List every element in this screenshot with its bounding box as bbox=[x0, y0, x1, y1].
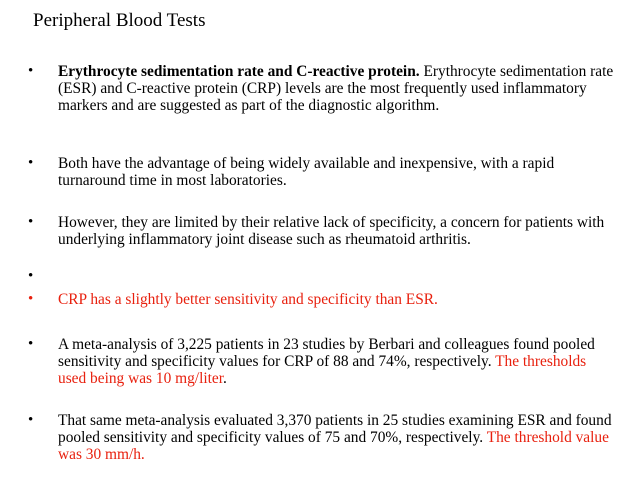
bullet-icon: • bbox=[28, 63, 34, 79]
slide-title: Peripheral Blood Tests bbox=[33, 10, 206, 31]
bullet-text: CRP has a slightly better sensitivity and specificity than ESR. bbox=[58, 291, 438, 308]
bullet-text: Both have the advantage of being widely available and inexpensive, with a rapid turnaround time in most laboratories. bbox=[58, 155, 555, 189]
bullet-red-highlight: The threshold value was 30 mm/h. bbox=[58, 429, 609, 463]
bullet-tail: . bbox=[223, 370, 227, 387]
bullet-icon: • bbox=[28, 155, 34, 171]
bullet-text bbox=[58, 412, 618, 463]
bullet-bold-lead: Erythrocyte sedimentation rate and C-reactive protein. bbox=[58, 63, 420, 80]
bullet-text bbox=[58, 336, 618, 387]
bullet-red-highlight: The thresholds used being was 10 mg/liter bbox=[58, 353, 587, 387]
bullet-body: Erythrocyte sedimentation rate (ESR) and C-reactive protein (CRP) levels are the most frequently used inflammatory markers and are suggested as part of the diagnostic algorithm. bbox=[58, 63, 614, 114]
bullet-icon: • bbox=[28, 268, 34, 284]
bullet-body: A meta-analysis of 3,225 patients in 23 studies by Berbari and colleagues found pooled sensitivity and specificity values for CRP of 88 and 74%, respectively. bbox=[58, 336, 595, 370]
bullet-body: That same meta-analysis evaluated 3,370 patients in 25 studies examining ESR and found pooled sensitivity and specificity values of 75 and 70%, respectively. bbox=[58, 412, 612, 446]
bullet-icon: • bbox=[28, 291, 34, 307]
bullet-text: However, they are limited by their relative lack of specificity, a concern for patients with underlying inflammatory joint disease such as rheumatoid arthritis. bbox=[58, 214, 605, 248]
bullet-icon: • bbox=[28, 214, 34, 230]
bullet-text bbox=[58, 63, 618, 114]
bullet-icon: • bbox=[28, 412, 34, 428]
bullet-icon: • bbox=[28, 336, 34, 352]
